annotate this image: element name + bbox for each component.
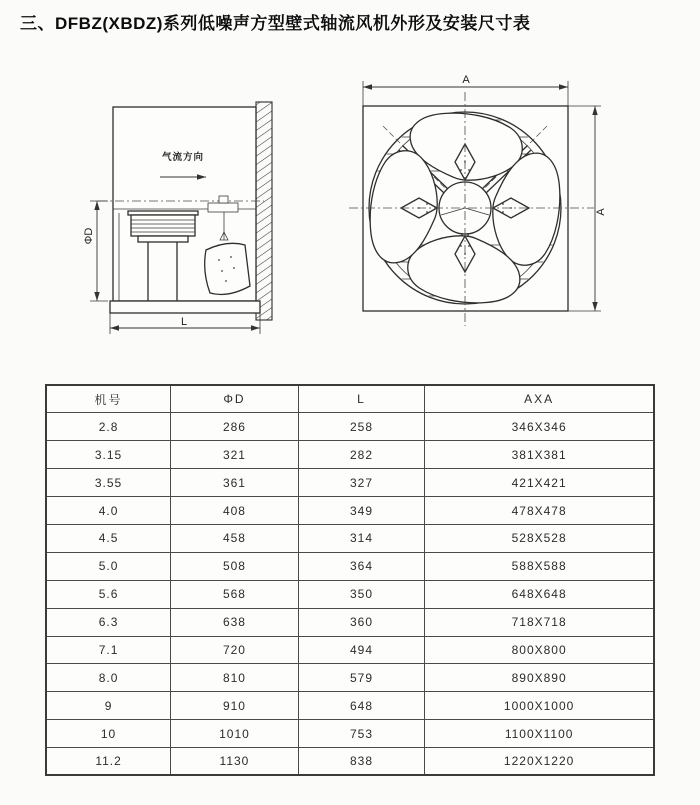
table-cell: 3.55 (46, 469, 171, 497)
table-cell: 7.1 (46, 636, 171, 664)
table-row (46, 552, 654, 580)
table-cell: 5.0 (46, 552, 171, 580)
table-cell: 638 (171, 608, 299, 636)
table-cell: 282 (298, 441, 424, 469)
base-plate (110, 301, 260, 313)
table-cell: 349 (298, 497, 424, 525)
table-cell: 718X718 (425, 608, 654, 636)
table-cell: 8.0 (46, 664, 171, 692)
wall-section (256, 102, 272, 320)
side-view-drawing (78, 84, 308, 346)
table-cell: 286 (171, 413, 299, 441)
table-cell: 4.5 (46, 524, 171, 552)
table-cell: 1130 (171, 748, 299, 776)
width-dimension (363, 74, 568, 106)
table-cell: 1010 (171, 720, 299, 748)
motor (128, 211, 198, 242)
table-cell: 579 (298, 664, 424, 692)
table-cell: 360 (298, 608, 424, 636)
table-cell: 910 (171, 692, 299, 720)
table-cell: 800X800 (425, 636, 654, 664)
table-row (46, 441, 654, 469)
table-row (46, 608, 654, 636)
table-cell: 321 (171, 441, 299, 469)
table-cell: 346X346 (425, 413, 654, 441)
diameter-dimension (83, 201, 108, 301)
table-row (46, 664, 654, 692)
col-header-model: 机号 (46, 385, 171, 413)
table-cell: 3.15 (46, 441, 171, 469)
width-dim-label: A (462, 74, 470, 86)
table-cell: 6.3 (46, 608, 171, 636)
table-cell: 528X528 (425, 524, 654, 552)
table-cell: 1100X1100 (425, 720, 654, 748)
table-cell: 588X588 (425, 552, 654, 580)
table-row (46, 497, 654, 525)
table-cell: 408 (171, 497, 299, 525)
height-dimension (568, 106, 607, 311)
table-cell: 494 (298, 636, 424, 664)
table-row (46, 748, 654, 776)
table-cell: 478X478 (425, 497, 654, 525)
spec-table-body (46, 413, 654, 776)
col-header-axa: AXA (425, 385, 654, 413)
table-cell: 508 (171, 552, 299, 580)
table-cell: 753 (298, 720, 424, 748)
table-cell: 4.0 (46, 497, 171, 525)
table-cell: 327 (298, 469, 424, 497)
table-cell: 568 (171, 580, 299, 608)
table-row (46, 692, 654, 720)
col-header-length: L (298, 385, 424, 413)
length-dimension (110, 313, 260, 334)
table-header-row (46, 385, 654, 413)
table-row (46, 636, 654, 664)
page-title: 三、DFBZ(XBDZ)系列低噪声方型壁式轴流风机外形及安装尺寸表 (20, 14, 531, 33)
table-cell: 648X648 (425, 580, 654, 608)
table-cell: 5.6 (46, 580, 171, 608)
table-cell: 11.2 (46, 748, 171, 776)
table-row (46, 524, 654, 552)
table-cell: 421X421 (425, 469, 654, 497)
table-cell: 2.8 (46, 413, 171, 441)
table-cell: 350 (298, 580, 424, 608)
table-cell: 648 (298, 692, 424, 720)
table-cell: 1000X1000 (425, 692, 654, 720)
table-row (46, 720, 654, 748)
table-row (46, 413, 654, 441)
table-row (46, 580, 654, 608)
height-dim-label: A (595, 208, 607, 216)
table-cell: 458 (171, 524, 299, 552)
length-dim-label: L (180, 316, 188, 328)
table-cell: 364 (298, 552, 424, 580)
airflow-direction-label: 气流方向 (161, 152, 205, 163)
table-cell: 890X890 (425, 664, 654, 692)
table-cell: 381X381 (425, 441, 654, 469)
table-cell: 258 (298, 413, 424, 441)
table-cell: 314 (298, 524, 424, 552)
diameter-dim-label: ΦD (83, 227, 95, 245)
table-cell: 720 (171, 636, 299, 664)
fan-blade (205, 243, 250, 294)
front-view-drawing (331, 52, 623, 342)
table-cell: 361 (171, 469, 299, 497)
table-cell: 10 (46, 720, 171, 748)
table-cell: 1220X1220 (425, 748, 654, 776)
table-cell: 838 (298, 748, 424, 776)
table-cell: 9 (46, 692, 171, 720)
table-cell: 810 (171, 664, 299, 692)
col-header-diameter: ΦD (171, 385, 299, 413)
table-row (46, 469, 654, 497)
dimension-table (45, 384, 655, 776)
